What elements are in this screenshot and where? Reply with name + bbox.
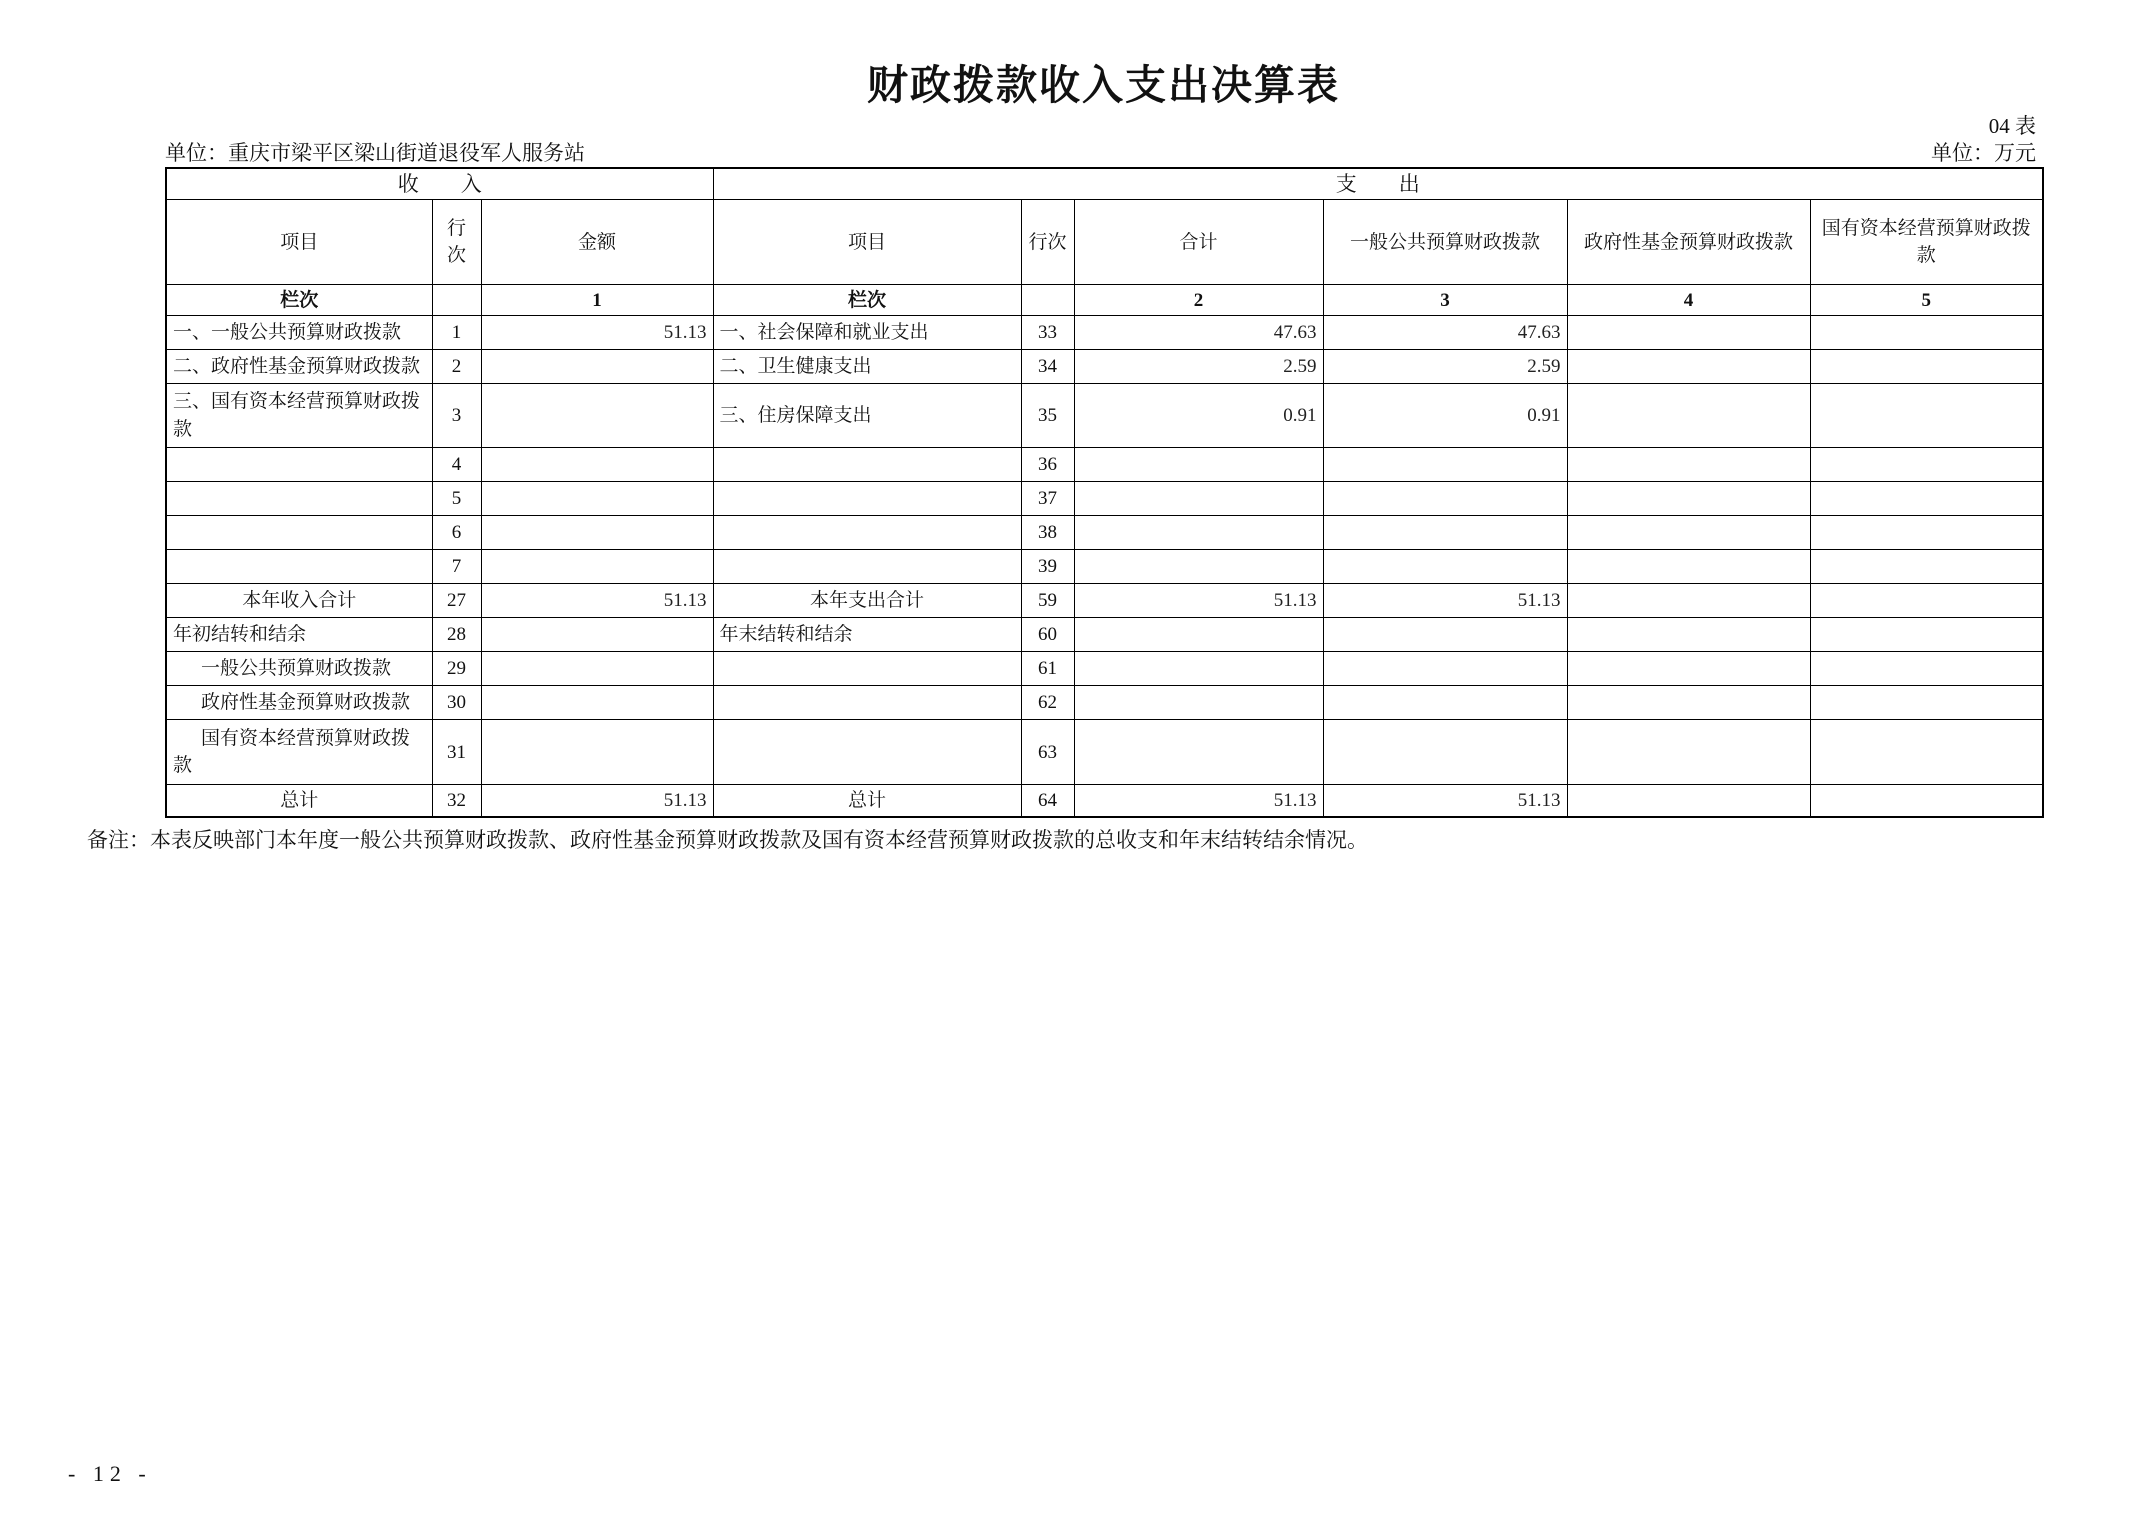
expense-state-capital: [1810, 516, 2043, 550]
income-line-no: 1: [432, 316, 481, 350]
currency-unit-label: 单位：万元: [1931, 141, 2036, 165]
col-header-amount: 金额: [481, 200, 713, 285]
expense-total: 51.13: [1074, 584, 1323, 618]
income-item: 一般公共预算财政拨款: [166, 652, 432, 686]
expense-state-capital: [1810, 785, 2043, 817]
col-index-label: 栏次: [713, 285, 1021, 316]
table-row: [166, 516, 2043, 550]
expense-state-capital: [1810, 384, 2043, 448]
expense-state-capital: [1810, 584, 2043, 618]
expense-item: [713, 516, 1021, 550]
col-header-expense-item: 项目: [713, 200, 1021, 285]
expense-line-no: 62: [1021, 686, 1074, 720]
income-line-no: 6: [432, 516, 481, 550]
expense-gov-fund: [1567, 316, 1810, 350]
expense-item: [713, 652, 1021, 686]
expense-state-capital: [1810, 720, 2043, 785]
income-amount: [481, 686, 713, 720]
col-header-gov-fund: 政府性基金预算财政拨款: [1567, 200, 1810, 285]
footnote: 备注：本表反映部门本年度一般公共预算财政拨款、政府性基金预算财政拨款及国有资本经营预算财政拨款的总收支和年末结转结余情况。: [87, 828, 1368, 852]
expense-line-no: 37: [1021, 482, 1074, 516]
col-index-5: 5: [1810, 285, 2043, 316]
expense-line-no: 35: [1021, 384, 1074, 448]
unit-name-label: 单位：重庆市梁平区梁山街道退役军人服务站: [165, 141, 585, 165]
expense-item: [713, 448, 1021, 482]
expense-general-budget: [1323, 720, 1567, 785]
expense-total: [1074, 652, 1323, 686]
expense-gov-fund: [1567, 720, 1810, 785]
meta-row: [165, 137, 2036, 167]
table-row: [166, 686, 2043, 720]
income-amount: [481, 384, 713, 448]
table-row: [166, 550, 2043, 584]
expense-state-capital: [1810, 652, 2043, 686]
income-amount: 51.13: [481, 785, 713, 817]
expense-gov-fund: [1567, 516, 1810, 550]
col-header-expense-line: 行次: [1021, 200, 1074, 285]
income-amount: 51.13: [481, 584, 713, 618]
expense-general-budget: 47.63: [1323, 316, 1567, 350]
col-index-3: 3: [1323, 285, 1567, 316]
income-item: 一、一般公共预算财政拨款: [166, 316, 432, 350]
expense-gov-fund: [1567, 785, 1810, 817]
income-amount: [481, 482, 713, 516]
col-index-label: 栏次: [166, 285, 432, 316]
income-line-no: 4: [432, 448, 481, 482]
expense-gov-fund: [1567, 652, 1810, 686]
expense-state-capital: [1810, 350, 2043, 384]
expense-gov-fund: [1567, 448, 1810, 482]
expense-gov-fund: [1567, 384, 1810, 448]
expense-total: [1074, 550, 1323, 584]
col-header-income-item: 项目: [166, 200, 432, 285]
income-item: 国有资本经营预算财政拨款: [166, 720, 432, 785]
expense-item: [713, 686, 1021, 720]
income-item: 本年收入合计: [166, 584, 432, 618]
expense-gov-fund: [1567, 482, 1810, 516]
expense-item: [713, 550, 1021, 584]
expense-line-no: 60: [1021, 618, 1074, 652]
expense-general-budget: 51.13: [1323, 785, 1567, 817]
expense-item: 本年支出合计: [713, 584, 1021, 618]
expense-total: [1074, 618, 1323, 652]
income-item: 三、国有资本经营预算财政拨款: [166, 384, 432, 448]
expense-total: [1074, 516, 1323, 550]
fiscal-appropriation-table: [165, 167, 2044, 818]
expense-item: 总计: [713, 785, 1021, 817]
expense-general-budget: [1323, 652, 1567, 686]
expense-state-capital: [1810, 550, 2043, 584]
table-row: [166, 652, 2043, 686]
income-amount: 51.13: [481, 316, 713, 350]
income-line-no: 30: [432, 686, 481, 720]
form-number: 04 表: [1988, 114, 2036, 138]
expense-item: 三、住房保障支出: [713, 384, 1021, 448]
income-amount: [481, 618, 713, 652]
expense-total: [1074, 720, 1323, 785]
page-title: 财政拨款收入支出决算表: [867, 62, 1340, 108]
expense-gov-fund: [1567, 584, 1810, 618]
table-row: [166, 482, 2043, 516]
income-amount: [481, 652, 713, 686]
page-number: - 12 -: [68, 1461, 152, 1486]
table-row: [166, 384, 2043, 448]
income-line-no: 3: [432, 384, 481, 448]
expense-general-budget: [1323, 618, 1567, 652]
income-item: 总计: [166, 785, 432, 817]
income-item: [166, 550, 432, 584]
expense-general-budget: [1323, 550, 1567, 584]
income-line-no: 5: [432, 482, 481, 516]
income-line-no: 2: [432, 350, 481, 384]
expense-general-budget: 0.91: [1323, 384, 1567, 448]
income-item: [166, 516, 432, 550]
expense-line-no: 34: [1021, 350, 1074, 384]
expense-total: 51.13: [1074, 785, 1323, 817]
expense-state-capital: [1810, 316, 2043, 350]
expense-item: [713, 482, 1021, 516]
expense-item: 一、社会保障和就业支出: [713, 316, 1021, 350]
expense-line-no: 33: [1021, 316, 1074, 350]
cell-blank: [1021, 285, 1074, 316]
expense-total: [1074, 448, 1323, 482]
income-amount: [481, 516, 713, 550]
income-item: 二、政府性基金预算财政拨款: [166, 350, 432, 384]
expense-general-budget: [1323, 686, 1567, 720]
expense-section-header: 支 出: [713, 168, 2043, 200]
expense-general-budget: [1323, 448, 1567, 482]
expense-general-budget: [1323, 516, 1567, 550]
expense-item: 年末结转和结余: [713, 618, 1021, 652]
expense-general-budget: [1323, 482, 1567, 516]
col-header-income-line: 行次: [432, 200, 481, 285]
expense-state-capital: [1810, 618, 2043, 652]
expense-line-no: 61: [1021, 652, 1074, 686]
income-line-no: 28: [432, 618, 481, 652]
expense-line-no: 64: [1021, 785, 1074, 817]
income-line-no: 7: [432, 550, 481, 584]
expense-general-budget: 51.13: [1323, 584, 1567, 618]
expense-total: 47.63: [1074, 316, 1323, 350]
table-row: [166, 720, 2043, 785]
income-item: [166, 448, 432, 482]
table-row: [166, 350, 2043, 384]
table-row-annual-total: [166, 584, 2043, 618]
expense-total: [1074, 482, 1323, 516]
income-line-no: 32: [432, 785, 481, 817]
expense-line-no: 63: [1021, 720, 1074, 785]
expense-total: [1074, 686, 1323, 720]
expense-gov-fund: [1567, 618, 1810, 652]
expense-general-budget: 2.59: [1323, 350, 1567, 384]
expense-item: [713, 720, 1021, 785]
table-row: [166, 618, 2043, 652]
col-index-2: 2: [1074, 285, 1323, 316]
col-index-1: 1: [481, 285, 713, 316]
expense-total: 0.91: [1074, 384, 1323, 448]
section-header-row: [166, 168, 2043, 200]
income-amount: [481, 550, 713, 584]
income-item: 政府性基金预算财政拨款: [166, 686, 432, 720]
table-row: [166, 448, 2043, 482]
income-section-header: 收 入: [166, 168, 713, 200]
expense-gov-fund: [1567, 350, 1810, 384]
column-index-row: [166, 285, 2043, 316]
income-line-no: 31: [432, 720, 481, 785]
income-amount: [481, 448, 713, 482]
expense-state-capital: [1810, 686, 2043, 720]
expense-total: 2.59: [1074, 350, 1323, 384]
income-amount: [481, 350, 713, 384]
expense-state-capital: [1810, 448, 2043, 482]
expense-item: 二、卫生健康支出: [713, 350, 1021, 384]
col-header-state-capital: 国有资本经营预算财政拨款: [1810, 200, 2043, 285]
income-item: 年初结转和结余: [166, 618, 432, 652]
expense-line-no: 38: [1021, 516, 1074, 550]
income-line-no: 29: [432, 652, 481, 686]
expense-state-capital: [1810, 482, 2043, 516]
expense-gov-fund: [1567, 686, 1810, 720]
expense-gov-fund: [1567, 550, 1810, 584]
expense-line-no: 39: [1021, 550, 1074, 584]
expense-line-no: 36: [1021, 448, 1074, 482]
col-header-general-budget: 一般公共预算财政拨款: [1323, 200, 1567, 285]
table-row: [166, 316, 2043, 350]
table-row-grand-total: [166, 785, 2043, 817]
income-item: [166, 482, 432, 516]
col-index-4: 4: [1567, 285, 1810, 316]
col-header-total: 合计: [1074, 200, 1323, 285]
expense-line-no: 59: [1021, 584, 1074, 618]
cell-blank: [432, 285, 481, 316]
column-header-row: [166, 200, 2043, 285]
income-line-no: 27: [432, 584, 481, 618]
income-amount: [481, 720, 713, 785]
